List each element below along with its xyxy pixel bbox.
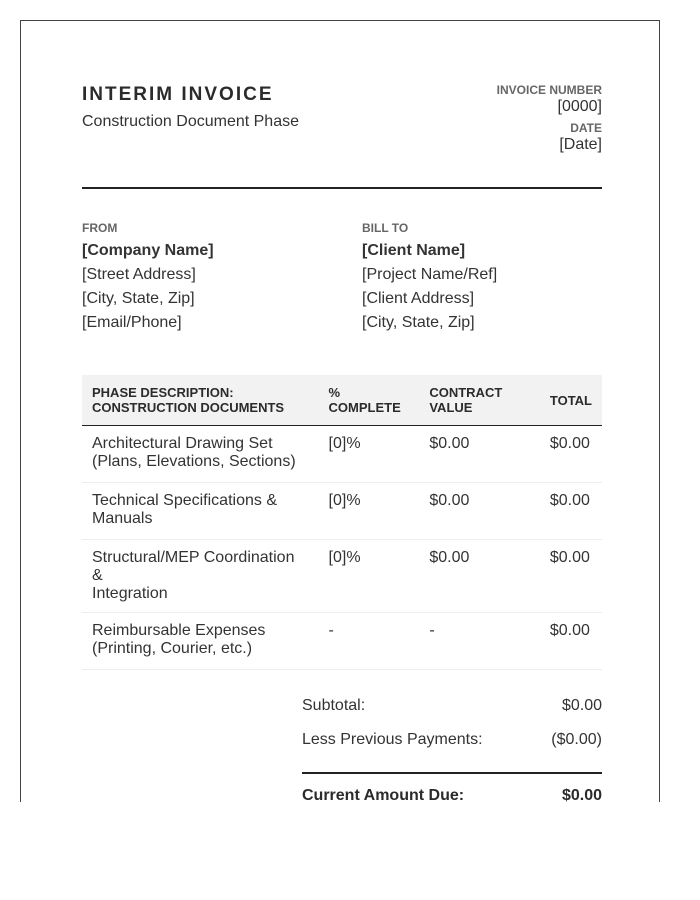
- bill-to-project-ref: [Project Name/Ref]: [362, 266, 498, 283]
- totals-section: [302, 696, 602, 806]
- row-percent: [0]%: [319, 483, 420, 540]
- subtotal-label: Subtotal:: [302, 697, 366, 714]
- row-desc-line2: (Plans, Elevations, Sections): [92, 453, 296, 470]
- from-city-state-zip: [City, State, Zip]: [82, 290, 195, 307]
- table-row: [82, 483, 602, 540]
- row-total: $0.00: [534, 540, 602, 613]
- row-percent: [0]%: [319, 426, 420, 483]
- row-desc-line1: Technical Specifications &: [92, 492, 277, 509]
- row-desc-line2: Manuals: [92, 510, 153, 527]
- header-val-line1: CONTRACT: [429, 385, 503, 400]
- bill-to-city-state-zip: [City, State, Zip]: [362, 314, 475, 331]
- header-val-line2: VALUE: [429, 400, 473, 415]
- document-subtitle: Construction Document Phase: [82, 113, 299, 130]
- invoice-meta: [497, 83, 602, 159]
- row-total: $0.00: [534, 426, 602, 483]
- date-label: DATE: [570, 121, 602, 135]
- row-contract-value: $0.00: [419, 483, 534, 540]
- previous-payments-label: Less Previous Payments:: [302, 731, 483, 748]
- row-desc-line2: Integration: [92, 585, 168, 602]
- row-contract-value: $0.00: [419, 426, 534, 483]
- invoice-page: [20, 20, 660, 802]
- row-description: [82, 483, 319, 540]
- header-desc-line2: CONSTRUCTION DOCUMENTS: [92, 400, 285, 415]
- subtotal-row: [302, 696, 602, 730]
- table-row: [82, 613, 602, 670]
- header-percent-complete: [319, 375, 420, 426]
- row-description: [82, 613, 319, 670]
- previous-payments-value: ($0.00): [551, 731, 602, 748]
- invoice-content: [82, 21, 602, 806]
- table-row: [82, 540, 602, 613]
- header-total: TOTAL: [534, 375, 602, 426]
- header-pct-line1: %: [328, 385, 341, 400]
- subtotal-value: $0.00: [561, 697, 602, 714]
- from-street-address: [Street Address]: [82, 266, 196, 283]
- row-description: [82, 540, 319, 613]
- row-contract-value: $0.00: [419, 540, 534, 613]
- row-total: $0.00: [534, 483, 602, 540]
- header-phase-description: [82, 375, 319, 426]
- table-header-row: [82, 375, 602, 426]
- bill-to-client-address: [Client Address]: [362, 290, 475, 307]
- from-block: [82, 221, 214, 335]
- previous-payments-row: [302, 730, 602, 764]
- table-body: [82, 426, 602, 670]
- row-contract-value: -: [419, 613, 534, 670]
- bill-to-label: BILL TO: [362, 221, 409, 235]
- from-email-phone: [Email/Phone]: [82, 314, 182, 331]
- header-contract-value: [419, 375, 534, 426]
- row-desc-line2: (Printing, Courier, etc.): [92, 640, 253, 657]
- table-row: [82, 426, 602, 483]
- document-title: INTERIM INVOICE: [82, 84, 274, 105]
- row-desc-line1: Structural/MEP Coordination &: [92, 549, 295, 584]
- row-description: [82, 426, 319, 483]
- header-desc-line1: PHASE DESCRIPTION:: [92, 385, 234, 400]
- row-percent: [0]%: [319, 540, 420, 613]
- invoice-number-label: INVOICE NUMBER: [496, 83, 602, 97]
- parties-section: [82, 189, 602, 375]
- row-percent: -: [319, 613, 420, 670]
- row-desc-line1: Architectural Drawing Set: [92, 435, 273, 452]
- row-desc-line1: Reimbursable Expenses: [92, 622, 266, 639]
- invoice-number-value: [0000]: [557, 98, 602, 115]
- amount-due-row: [302, 772, 602, 806]
- line-items-table: [82, 375, 602, 670]
- bill-to-block: [362, 221, 497, 335]
- invoice-header: [82, 21, 602, 189]
- amount-due-value: $0.00: [561, 787, 602, 804]
- date-value: [Date]: [559, 136, 602, 153]
- from-label: FROM: [82, 221, 118, 235]
- bill-to-client-name: [Client Name]: [362, 242, 466, 259]
- amount-due-label: Current Amount Due:: [302, 787, 465, 804]
- header-pct-line2: COMPLETE: [328, 400, 401, 415]
- table-header: [82, 375, 602, 426]
- row-total: $0.00: [534, 613, 602, 670]
- from-company-name: [Company Name]: [82, 242, 214, 259]
